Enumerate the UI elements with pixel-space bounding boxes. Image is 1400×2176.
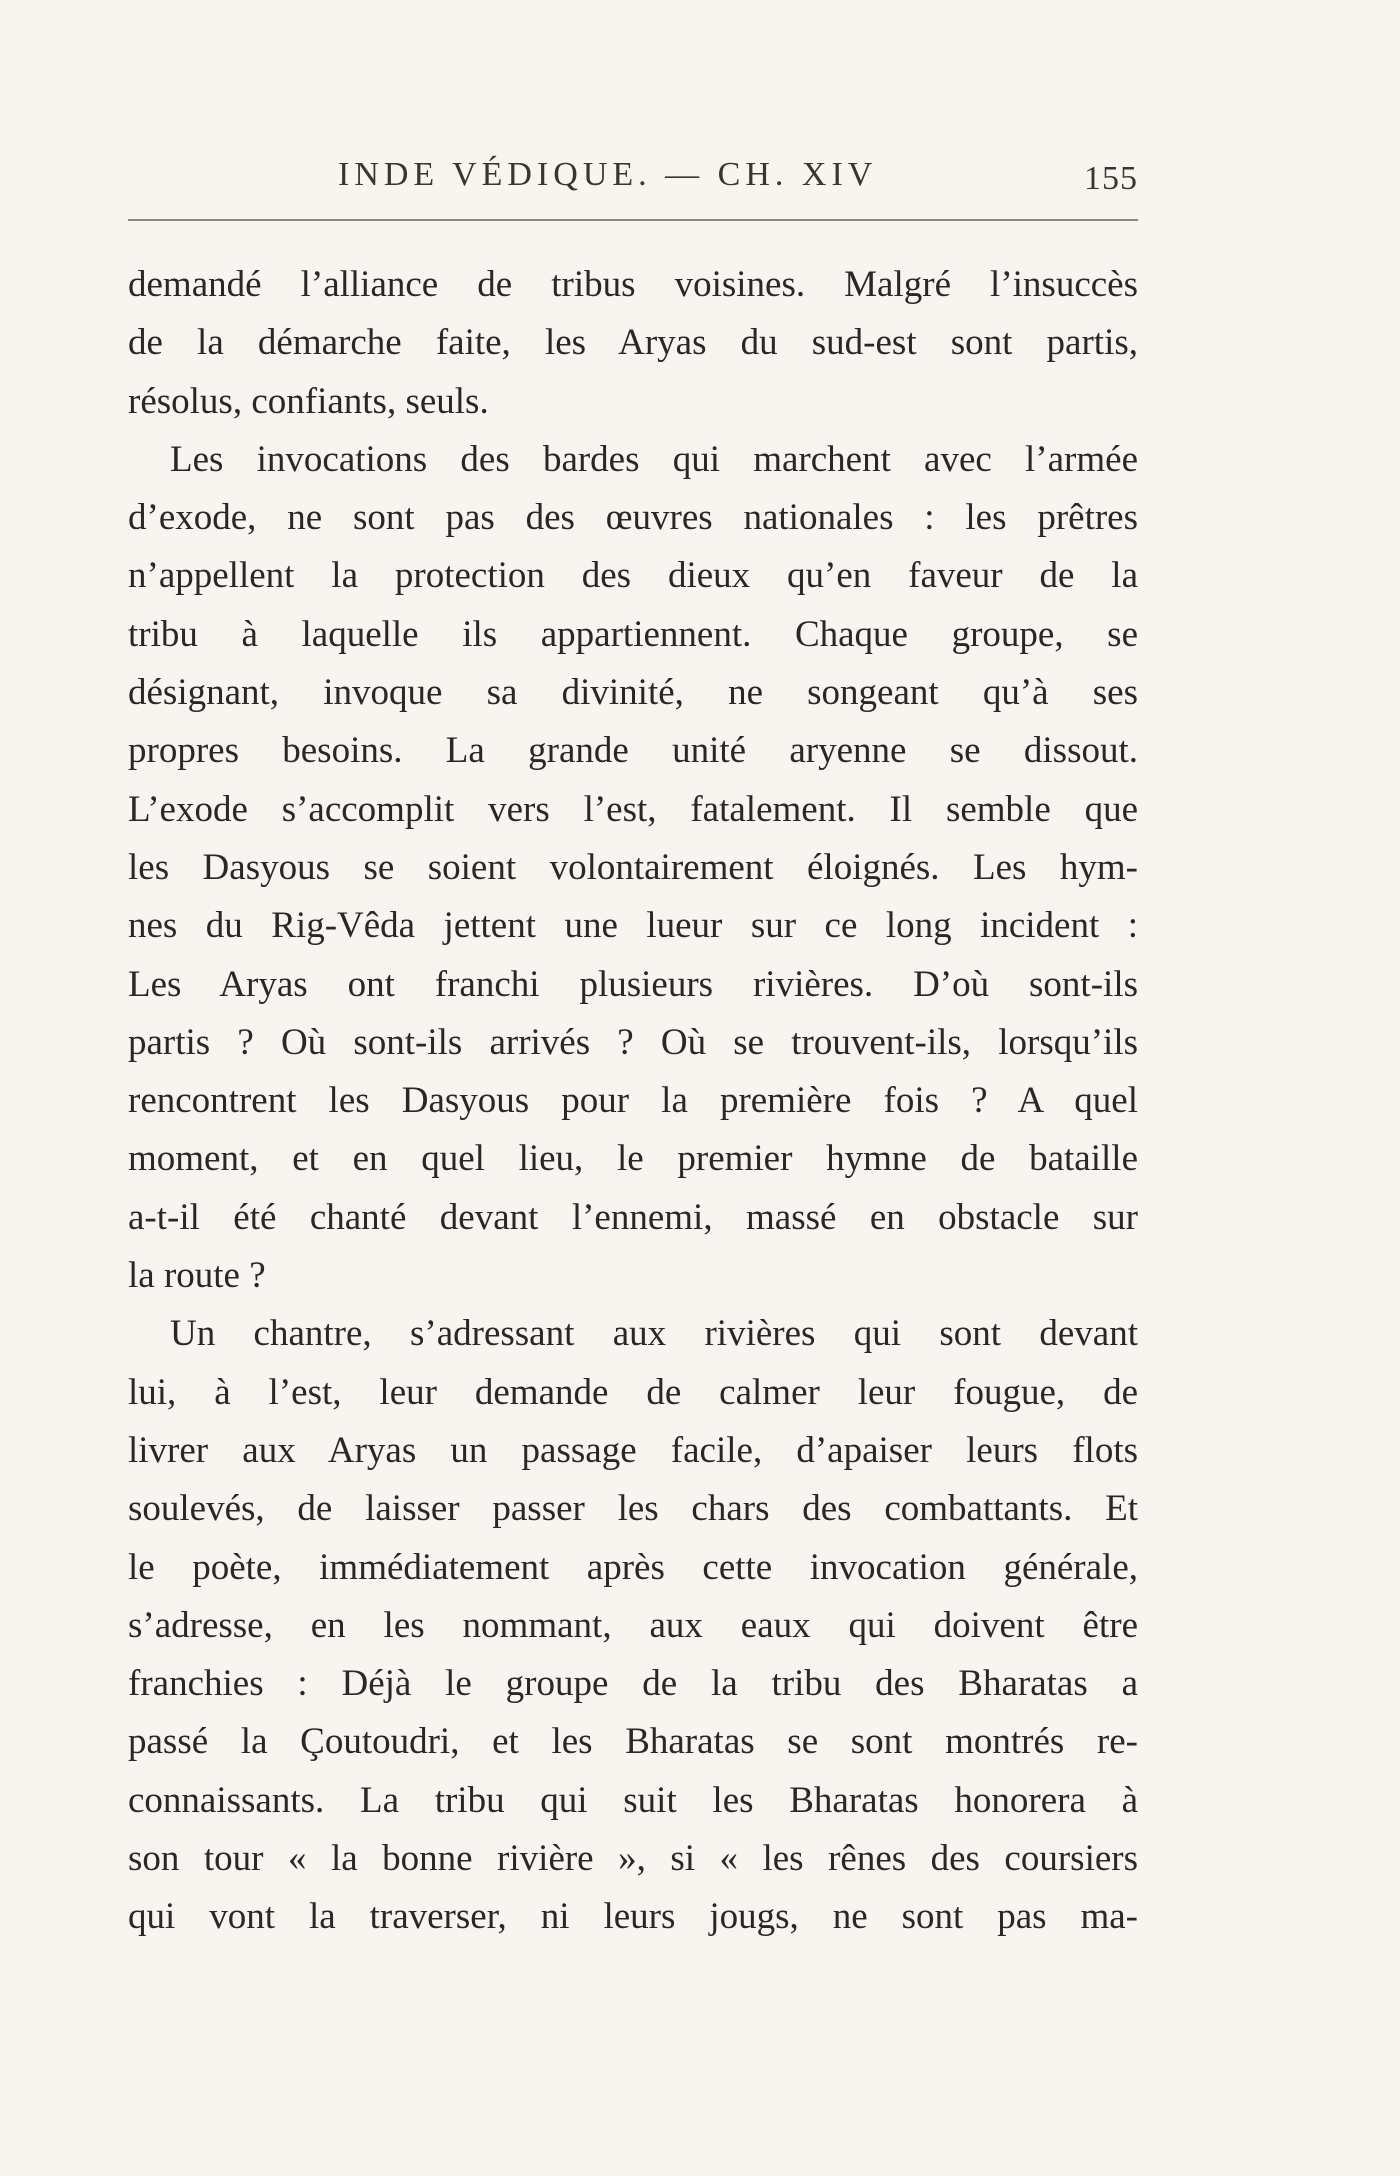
text-line: de la démarche faite, les Aryas du sud-est sont partis, (128, 322, 1138, 364)
page-number: 155 (1084, 160, 1138, 197)
text-line: partis ? Où sont-ils arrivés ? Où se trouvent-ils, lorsqu’ils (128, 1021, 1138, 1063)
text-line: résolus, confiants, seuls. (128, 380, 489, 422)
text-line: tribu à laquelle ils appartiennent. Chaque groupe, se (128, 613, 1138, 655)
body-text (128, 256, 1138, 1947)
running-title: INDE VÉDIQUE. — CH. XIV (338, 156, 878, 193)
text-line: moment, et en quel lieu, le premier hymne de bataille (128, 1138, 1138, 1180)
text-line: rencontrent les Dasyous pour la première fois ? A quel (128, 1080, 1138, 1122)
text-line: s’adresse, en les nommant, aux eaux qui doivent être (128, 1604, 1138, 1646)
text-line: lui, à l’est, leur demande de calmer leur fougue, de (128, 1371, 1138, 1413)
text-line: passé la Çoutoudri, et les Bharatas se sont montrés re- (128, 1721, 1138, 1763)
text-line: la route ? (128, 1255, 266, 1297)
text-line: Les Aryas ont franchi plusieurs rivières. D’où sont-ils (128, 963, 1138, 1005)
text-line: nes du Rig-Vêda jettent une lueur sur ce long incident : (128, 905, 1138, 947)
text-line: d’exode, ne sont pas des œuvres nationales : les prêtres (128, 497, 1138, 539)
text-line: le poète, immédiatement après cette invocation générale, (128, 1546, 1138, 1588)
text-line: Un chantre, s’adressant aux rivières qui sont devant (170, 1313, 1138, 1355)
text-line: a-t-il été chanté devant l’ennemi, massé en obstacle sur (128, 1196, 1138, 1238)
text-line: franchies : Déjà le groupe de la tribu des Bharatas a (128, 1663, 1138, 1705)
text-line: Les invocations des bardes qui marchent avec l’armée (170, 438, 1138, 480)
text-line: désignant, invoque sa divinité, ne songeant qu’à ses (128, 672, 1138, 714)
text-line: demandé l’alliance de tribus voisines. Malgré l’insuccès (128, 264, 1138, 305)
page-header (128, 150, 1138, 206)
text-line: soulevés, de laisser passer les chars des combattants. Et (128, 1488, 1138, 1530)
text-line: propres besoins. La grande unité aryenne se dissout. (128, 730, 1138, 772)
text-line: son tour « la bonne rivière », si « les rênes des coursiers (128, 1838, 1138, 1880)
text-line: livrer aux Aryas un passage facile, d’apaiser leurs flots (128, 1429, 1138, 1471)
text-line: les Dasyous se soient volontairement éloignés. Les hym- (128, 846, 1138, 888)
text-line: L’exode s’accomplit vers l’est, fatalement. Il semble que (128, 788, 1138, 830)
text-line: n’appellent la protection des dieux qu’en faveur de la (128, 555, 1138, 597)
text-line: qui vont la traverser, ni leurs jougs, ne sont pas ma- (128, 1896, 1138, 1938)
header-rule (128, 219, 1138, 221)
text-line: connaissants. La tribu qui suit les Bharatas honorera à (128, 1779, 1138, 1821)
